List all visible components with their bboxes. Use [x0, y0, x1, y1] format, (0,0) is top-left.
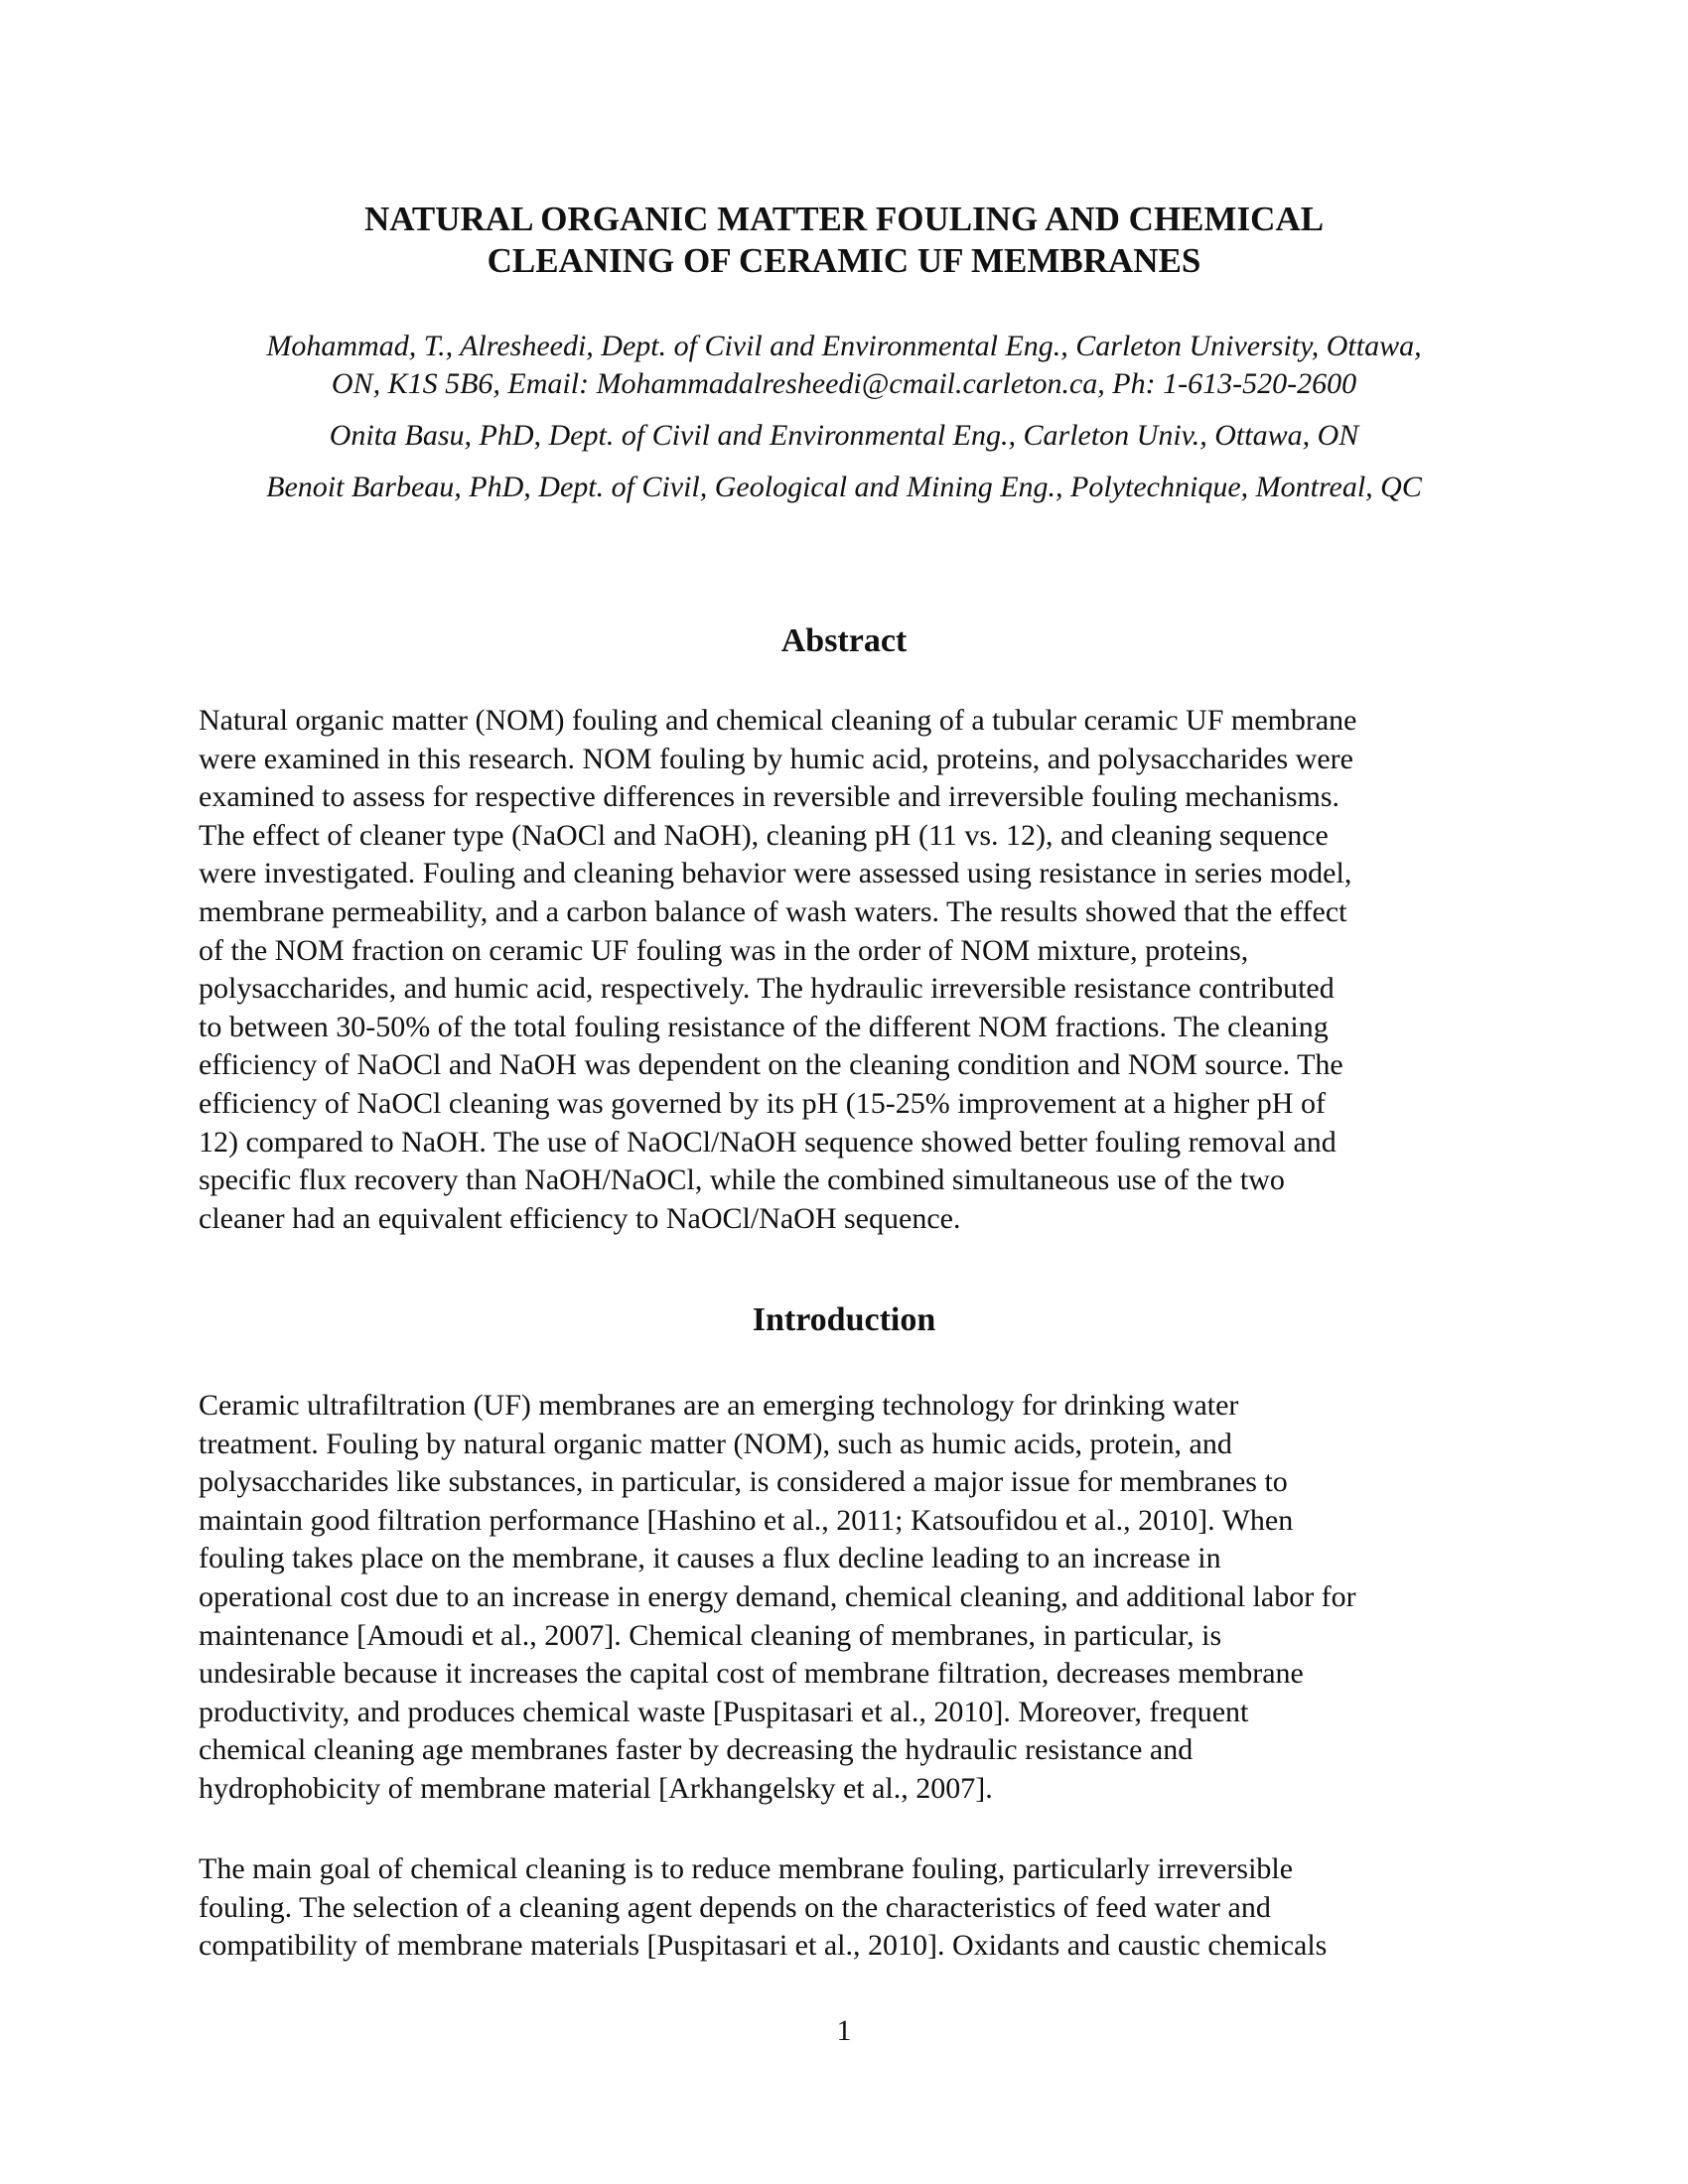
- text-line: Ceramic ultrafiltration (UF) membranes are an emerging technology for drinking water: [199, 1389, 1239, 1422]
- text-line: to between 30-50% of the total fouling resistance of the different NOM fractions. The cleaning: [199, 1010, 1329, 1043]
- text-line: maintenance [Amoudi et al., 2007]. Chemical cleaning of membranes, in particular, is: [199, 1618, 1222, 1652]
- page-number: 1: [836, 2014, 852, 2047]
- abstract-paragraph: [199, 702, 1509, 1238]
- text-line: examined to assess for respective differences in reversible and irreversible fouling mechanisms.: [199, 780, 1340, 814]
- section-heading-introduction: Introduction: [752, 1301, 936, 1338]
- text-line: undesirable because it increases the capital cost of membrane filtration, decreases membrane: [199, 1657, 1304, 1691]
- author-affiliation-line: Mohammad, T., Alresheedi, Dept. of Civil and Environmental Eng., Carleton University, Ottawa,: [266, 330, 1422, 362]
- text-line: compatibility of membrane materials [Puspitasari et al., 2010]. Oxidants and caustic chemicals: [199, 1929, 1328, 1963]
- title-line: CLEANING OF CERAMIC UF MEMBRANES: [487, 241, 1201, 280]
- text-line: Natural organic matter (NOM) fouling and chemical cleaning of a tubular ceramic UF membrane: [199, 704, 1357, 737]
- text-line: hydrophobicity of membrane material [Arkhangelsky et al., 2007].: [199, 1771, 993, 1805]
- text-line: efficiency of NaOCl and NaOH was dependent on the cleaning condition and NOM source. The: [199, 1048, 1343, 1082]
- text-line: productivity, and produces chemical waste [Puspitasari et al., 2010]. Moreover, frequent: [199, 1695, 1249, 1728]
- text-line: treatment. Fouling by natural organic matter (NOM), such as humic acids, protein, and: [199, 1427, 1232, 1460]
- text-line: The effect of cleaner type (NaOCl and NaOH), cleaning pH (11 vs. 12), and cleaning sequence: [199, 818, 1329, 852]
- text-line: were examined in this research. NOM fouling by humic acid, proteins, and polysaccharides were: [199, 742, 1353, 775]
- section-heading-abstract: Abstract: [780, 622, 908, 659]
- text-line: were investigated. Fouling and cleaning behavior were assessed using resistance in series model,: [199, 857, 1352, 890]
- text-line: polysaccharides, and humic acid, respectively. The hydraulic irreversible resistance contributed: [199, 972, 1335, 1006]
- text-line: fouling. The selection of a cleaning agent depends on the characteristics of feed water and: [199, 1890, 1271, 1924]
- paper-title: [199, 199, 1489, 282]
- text-line: polysaccharides like substances, in particular, is considered a major issue for membranes to: [199, 1465, 1288, 1499]
- text-line: maintain good filtration performance [Hashino et al., 2011; Katsoufidou et al., 2010]. When: [199, 1503, 1294, 1537]
- text-line: operational cost due to an increase in energy demand, chemical cleaning, and additional labor for: [199, 1579, 1356, 1613]
- author-affiliation-line: ON, K1S 5B6, Email: Mohammadalresheedi@cmail.carleton.ca, Ph: 1-613-520-2600: [331, 367, 1357, 400]
- author-affiliation-line: Benoit Barbeau, PhD, Dept. of Civil, Geological and Mining Eng., Polytechnique, Montreal, QC: [266, 471, 1422, 503]
- text-line: cleaner had an equivalent efficiency to NaOCl/NaOH sequence.: [199, 1201, 961, 1235]
- title-line: NATURAL ORGANIC MATTER FOULING AND CHEMICAL: [363, 200, 1325, 238]
- text-line: The main goal of chemical cleaning is to reduce membrane fouling, particularly irreversible: [199, 1852, 1294, 1885]
- author-affiliation-line: Onita Basu, PhD, Dept. of Civil and Environmental Eng., Carleton Univ., Ottawa, ON: [329, 419, 1359, 452]
- text-line: membrane permeability, and a carbon balance of wash waters. The results showed that the effect: [199, 894, 1347, 928]
- text-line: of the NOM fraction on ceramic UF fouling was in the order of NOM mixture, proteins,: [199, 933, 1249, 967]
- introduction-paragraph-1: [199, 1387, 1509, 1809]
- introduction-paragraph-2: [199, 1850, 1509, 1966]
- text-line: chemical cleaning age membranes faster by decreasing the hydraulic resistance and: [199, 1733, 1194, 1767]
- text-line: specific flux recovery than NaOH/NaOCl, while the combined simultaneous use of the two: [199, 1163, 1285, 1197]
- text-line: fouling takes place on the membrane, it causes a flux decline leading to an increase in: [199, 1542, 1221, 1575]
- text-line: 12) compared to NaOH. The use of NaOCl/NaOH sequence showed better fouling removal and: [199, 1125, 1336, 1159]
- text-line: efficiency of NaOCl cleaning was governed by its pH (15-25% improvement at a higher pH of: [199, 1086, 1326, 1120]
- author-block: [179, 328, 1509, 506]
